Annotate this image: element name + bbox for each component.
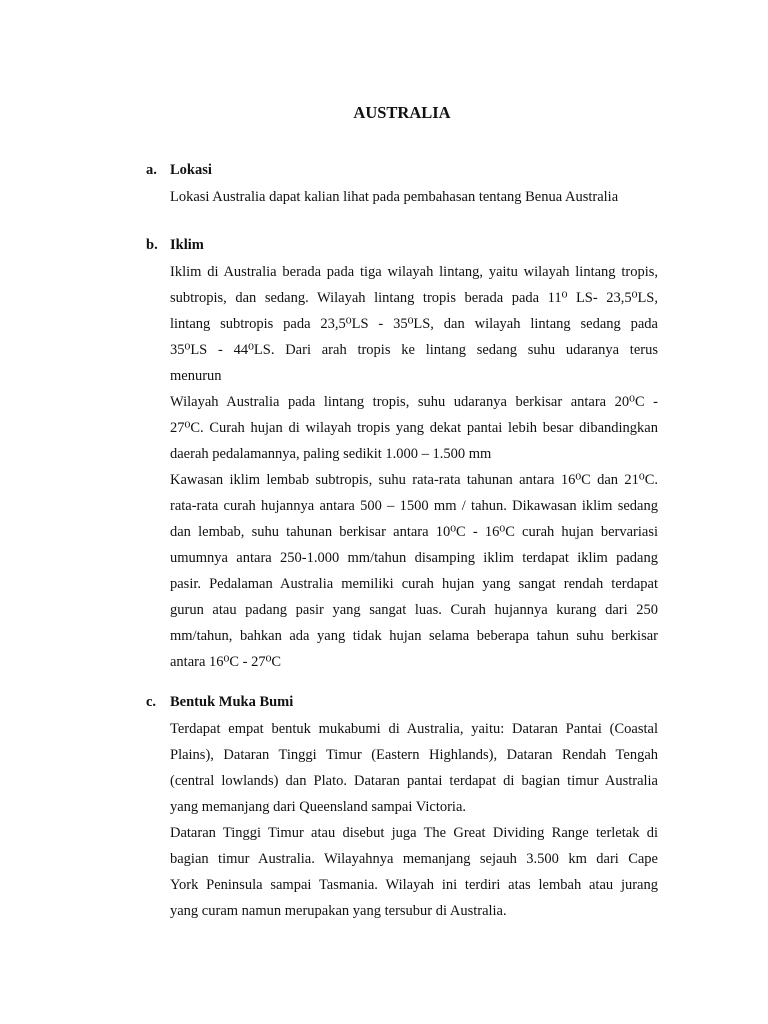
section-heading: Bentuk Muka Bumi: [170, 694, 294, 710]
paragraph-line: Wilayah Australia pada lintang tropis, suhu udaranya berkisar antara 20⁰C -: [170, 394, 658, 410]
section-body: [170, 259, 658, 675]
paragraph-line: antara 16⁰C - 27⁰C: [170, 654, 282, 670]
paragraph-line: umumnya antara 250-1.000 mm/tahun disamping iklim terdapat iklim padang: [170, 550, 658, 566]
section-letter: a.: [146, 162, 157, 178]
paragraph-line: (central lowlands) dan Plato. Dataran pantai terdapat di bagian timur Australia: [170, 773, 658, 789]
paragraph-line: gurun atau padang pasir yang sangat luas. Curah hujannya kurang dari 250: [170, 602, 658, 618]
paragraph-line: Lokasi Australia dapat kalian lihat pada pembahasan tentang Benua Australia: [170, 189, 619, 205]
paragraph-line: York Peninsula sampai Tasmania. Wilayah ini terdiri atas lembah atau jurang: [170, 877, 658, 893]
page-title: AUSTRALIA: [353, 103, 451, 122]
section-body: [170, 184, 618, 210]
paragraph-line: 35⁰LS - 44⁰LS. Dari arah tropis ke lintang sedang suhu udaranya terus: [170, 342, 658, 358]
paragraph-line: Iklim di Australia berada pada tiga wilayah lintang, yaitu wilayah lintang tropis,: [170, 264, 658, 280]
paragraph-line: Kawasan iklim lembab subtropis, suhu rata-rata tahunan antara 16⁰C dan 21⁰C.: [170, 472, 658, 488]
paragraph-line: daerah pedalamannya, paling sedikit 1.000 – 1.500 mm: [170, 446, 492, 462]
section-letter: c.: [146, 694, 157, 710]
section-letter: b.: [146, 237, 158, 253]
paragraph-line: subtropis, dan sedang. Wilayah lintang tropis berada pada 11⁰ LS- 23,5⁰LS,: [170, 290, 658, 306]
paragraph-line: menurun: [170, 368, 222, 384]
paragraph-line: yang memanjang dari Queensland sampai Victoria.: [170, 799, 467, 815]
paragraph-line: mm/tahun, bahkan ada yang tidak hujan selama beberapa tahun suhu berkisar: [170, 628, 658, 644]
section-heading: Iklim: [170, 237, 204, 253]
paragraph-line: bagian timur Australia. Wilayahnya memanjang sejauh 3.500 km dari Cape: [170, 851, 658, 867]
paragraph-line: Dataran Tinggi Timur atau disebut juga The Great Dividing Range terletak di: [170, 825, 658, 841]
paragraph-line: Terdapat empat bentuk mukabumi di Australia, yaitu: Dataran Pantai (Coastal: [170, 721, 658, 737]
paragraph-line: dan lembab, suhu tahunan berkisar antara 10⁰C - 16⁰C curah hujan bervariasi: [170, 524, 658, 540]
paragraph-line: yang curam namun merupakan yang tersubur di Australia.: [170, 903, 507, 919]
paragraph-line: Plains), Dataran Tinggi Timur (Eastern Highlands), Dataran Rendah Tengah: [170, 747, 658, 763]
section-body: [170, 716, 658, 924]
paragraph-line: rata-rata curah hujannya antara 500 – 1500 mm / tahun. Dikawasan iklim sedang: [170, 498, 658, 514]
paragraph-line: 27⁰C. Curah hujan di wilayah tropis yang dekat pantai lebih besar dibandingkan: [170, 420, 658, 436]
paragraph-line: pasir. Pedalaman Australia memiliki curah hujan yang sangat rendah terdapat: [170, 576, 658, 592]
paragraph-line: lintang subtropis pada 23,5⁰LS - 35⁰LS, dan wilayah lintang sedang pada: [170, 316, 658, 332]
section-heading: Lokasi: [170, 162, 212, 178]
